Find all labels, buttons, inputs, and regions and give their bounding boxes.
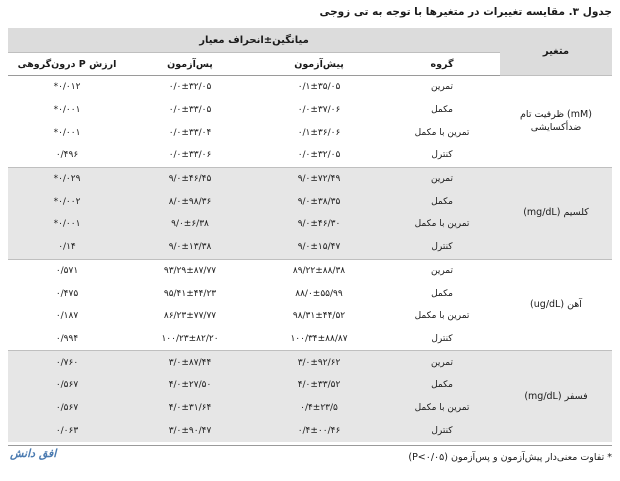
p-value-cell: ۰/۰۰۲* [8,190,126,213]
p-value-cell: ۰/۰۲۹* [8,167,126,190]
header-group: گروه [384,53,500,76]
p-value-cell: ۰/۵۶۷ [8,374,126,397]
pretest-cell: ۰/۱±۳۵/۰۵ [254,76,384,99]
group-cell: مکمل [431,105,453,116]
pretest-cell: ۹/۰±۳۸/۳۵ [254,190,384,213]
group-cell: کنترل [431,150,453,161]
p-value-cell: ۰/۰۶۳ [8,419,126,442]
group-cell: تمرین [384,76,500,99]
pretest-cell: ۸۹/۲۲±۸۸/۳۸ [254,259,384,282]
posttest-cell: ۳/۰±۸۷/۴۴ [126,351,254,374]
footnote: * تفاوت معنی‌دار پیش‌آزمون و پس‌آزمون (P<۰/۰۵) [408,452,612,463]
posttest-cell: ۹۳/۲۹±۸۷/۷۷ [126,259,254,282]
p-value-cell: ۰/۹۹۴ [55,333,79,344]
pretest-cell: ۴/۰±۳۳/۵۲ [254,374,384,397]
group-cell: تمرین [384,259,500,282]
posttest-cell: ۰/۰±۳۳/۰۶ [168,150,212,161]
p-value-cell: ۰/۵۷۱ [8,259,126,282]
table-row [8,351,612,374]
group-cell: تمرین با مکمل [384,213,500,236]
pretest-cell: ۳/۰±۹۲/۶۲ [254,351,384,374]
posttest-cell: ۰/۰±۳۲/۰۵ [126,76,254,99]
posttest-cell: ۹/۰±۶/۳۸ [126,213,254,236]
pretest-cell: ۰/۴±۰۰/۴۶ [254,419,384,442]
posttest-cell: ۴/۰±۲۷/۵۰ [126,374,254,397]
publisher-logo: افق دانش [10,447,57,460]
table-caption: جدول ۳. مقایسه تغییرات در متغیرها با توجه به تی زوجی [319,6,612,18]
posttest-cell: ۰/۰±۳۳/۰۴ [168,127,212,138]
group-cell: مکمل [384,190,500,213]
p-value-cell: ۰/۰۰۱* [53,127,81,138]
table-row [8,76,612,99]
posttest-cell: ۴/۰±۳۱/۶۴ [126,397,254,420]
header-posttest: پس‌آزمون [126,53,254,76]
p-value-cell: ۰/۱۸۷ [55,311,79,322]
p-value-cell: ۰/۰۰۱* [53,105,81,116]
group-cell: تمرین با مکمل [414,127,470,138]
pretest-cell: ۰/۱±۳۶/۰۶ [297,127,341,138]
pretest-cell: ۹۸/۳۱±۴۴/۵۲ [292,311,346,322]
posttest-cell: ۰/۰±۳۳/۰۵ [168,105,212,116]
pretest-cell: ۰/۰±۳۷/۰۶ [297,105,341,116]
pretest-cell: ۹/۰±۷۲/۴۹ [254,167,384,190]
table-row [8,167,612,190]
posttest-cell: ۸/۰±۹۸/۳۶ [126,190,254,213]
pretest-cell: ۰/۴±۲۳/۵ [254,397,384,420]
pretest-cell: ۹/۰±۴۶/۳۰ [254,213,384,236]
header-pretest: پیش‌آزمون [254,53,384,76]
p-value-cell: ۰/۵۶۷ [8,397,126,420]
results-table [8,28,612,442]
p-value-cell: ۰/۴۹۶ [55,150,79,161]
variable-label: (mM) ظرفیت تام ضدأکسایشی [500,76,612,168]
header-variable: متغیر [500,28,612,76]
p-value-cell: ۰/۰۱۲* [8,76,126,99]
variable-label: فسفر (mg/dL) [500,351,612,442]
p-value-cell: ۰/۴۷۵ [55,288,79,299]
p-value-cell: ۰/۱۴ [8,236,126,259]
p-value-cell: ۰/۰۰۱* [8,213,126,236]
posttest-cell: ۹/۰±۴۶/۴۵ [126,167,254,190]
posttest-cell: ۱۰۰/۲۳±۸۲/۲۰ [161,333,219,344]
header-mean-sd: میانگین±انحراف معیار [8,28,500,53]
group-cell: تمرین [384,351,500,374]
group-cell: کنترل [384,236,500,259]
pretest-cell: ۰/۰±۳۲/۰۵ [297,150,341,161]
group-cell: کنترل [431,333,453,344]
pretest-cell: ۱۰۰/۳۴±۸۸/۸۷ [290,333,348,344]
variable-label: کلسیم (mg/dL) [500,167,612,259]
group-cell: تمرین با مکمل [414,311,470,322]
posttest-cell: ۹۵/۴۱±۴۴/۲۳ [163,288,217,299]
group-cell: تمرین با مکمل [384,397,500,420]
variable-label: آهن (ug/dL) [500,259,612,351]
group-cell: مکمل [384,374,500,397]
table-row [8,259,612,282]
pretest-cell: ۸۸/۰±۵۵/۹۹ [295,288,343,299]
table-bottom-rule [8,445,612,446]
posttest-cell: ۸۶/۲۳±۷۷/۷۷ [163,311,217,322]
group-cell: تمرین [384,167,500,190]
header-p-value: ارزش P درون‌گروهی [8,53,126,76]
posttest-cell: ۹/۰±۱۳/۳۸ [126,236,254,259]
pretest-cell: ۹/۰±۱۵/۴۷ [254,236,384,259]
group-cell: کنترل [384,419,500,442]
p-value-cell: ۰/۷۶۰ [8,351,126,374]
posttest-cell: ۳/۰±۹۰/۴۷ [126,419,254,442]
group-cell: مکمل [431,288,453,299]
